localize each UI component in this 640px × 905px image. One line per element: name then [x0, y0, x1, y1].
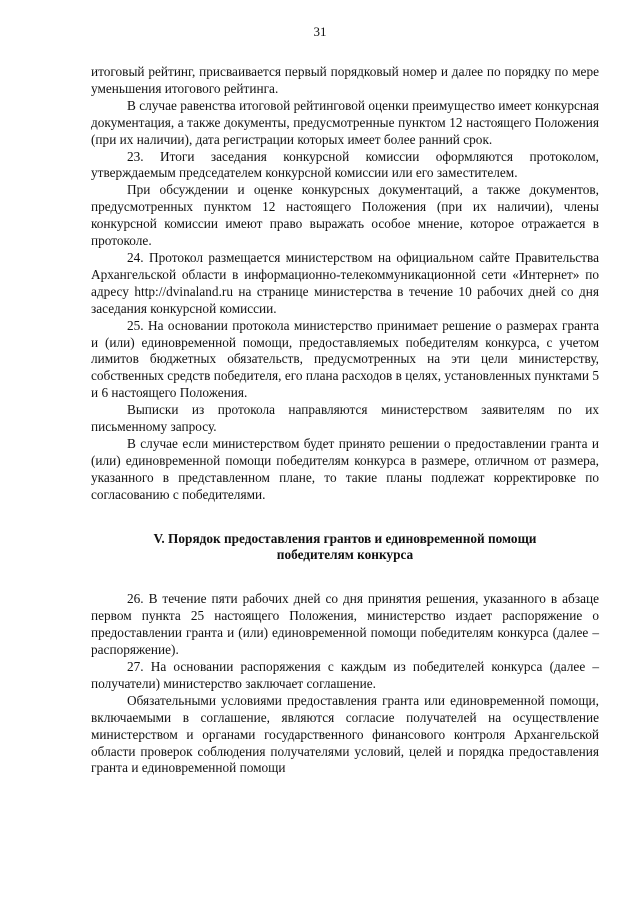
- paragraph-item-27: 27. На основании распоряжения с каждым из победителей конкурса (далее – получатели) министерство заключает соглашение.: [91, 659, 599, 691]
- paragraph: Обязательными условиями предоставления гранта или единовременной помощи, включаемыми в соглашение, являются согласие получателей на осуществление министерством и органами государственного финансового контроля Архангельской области проверок соблюдения получателями условий, целей и порядка предоставления гранта и единовременной помощи: [91, 692, 599, 776]
- paragraph: итоговый рейтинг, присваивается первый порядковый номер и далее по порядку по мере уменьшения итогового рейтинга.: [91, 64, 599, 96]
- document-body: [91, 64, 599, 777]
- paragraph-item-25: 25. На основании протокола министерство принимает решение о размерах гранта и (или) единовременной помощи, предоставляемых победителям конкурса, с учетом лимитов бюджетных обязательств, предусмотренных на эти цели министерству, собственных средств победителя, его плана расходов в целях, установленных пунктами 5 и 6 настоящего Положения.: [91, 317, 599, 401]
- paragraph-item-24: 24. Протокол размещается министерством на официальном сайте Правительства Архангельской области в информационно-телекоммуникационной сети «Интернет» по адресу http://dvinaland.ru на странице министерства в течение 10 рабочих дней со дня заседания конкурсной комиссии.: [91, 249, 599, 316]
- paragraph: В случае равенства итоговой рейтинговой оценки преимущество имеет конкурсная документация, а также документы, предусмотренные пунктом 12 настоящего Положения (при их наличии), дата регистрации которых имеет более ранний срок.: [91, 97, 599, 147]
- paragraph: В случае если министерством будет принято решении о предоставлении гранта и (или) единовременной помощи победителям конкурса в размере, отличном от размера, указанного в представленном плане, то такие планы подлежат корректировке по согласованию с победителями.: [91, 435, 599, 502]
- section-heading: [91, 531, 599, 565]
- paragraph-item-23: 23. Итоги заседания конкурсной комиссии оформляются протоколом, утверждаемым председателем конкурсной комиссии или его заместителем.: [91, 148, 599, 181]
- section-heading-line: V. Порядок предоставления грантов и единовременной помощи: [153, 530, 537, 546]
- page-number: 31: [313, 24, 327, 39]
- section-heading-line: победителям конкурса: [276, 547, 414, 563]
- paragraph: Выписки из протокола направляются министерством заявителям по их письменному запросу.: [91, 402, 599, 435]
- paragraph-item-26: 26. В течение пяти рабочих дней со дня принятия решения, указанного в абзаце первом пункта 25 настоящего Положения, министерство издает распоряжение о предоставлении гранта и (или) единовременной помощи победителям конкурса (далее – распоряжение).: [91, 591, 599, 658]
- paragraph: При обсуждении и оценке конкурсных документаций, а также документов, предусмотренных пунктом 12 настоящего Положения (при их наличии), члены конкурсной комиссии имеют право выражать особое мнение, которое отражается в протоколе.: [91, 182, 599, 249]
